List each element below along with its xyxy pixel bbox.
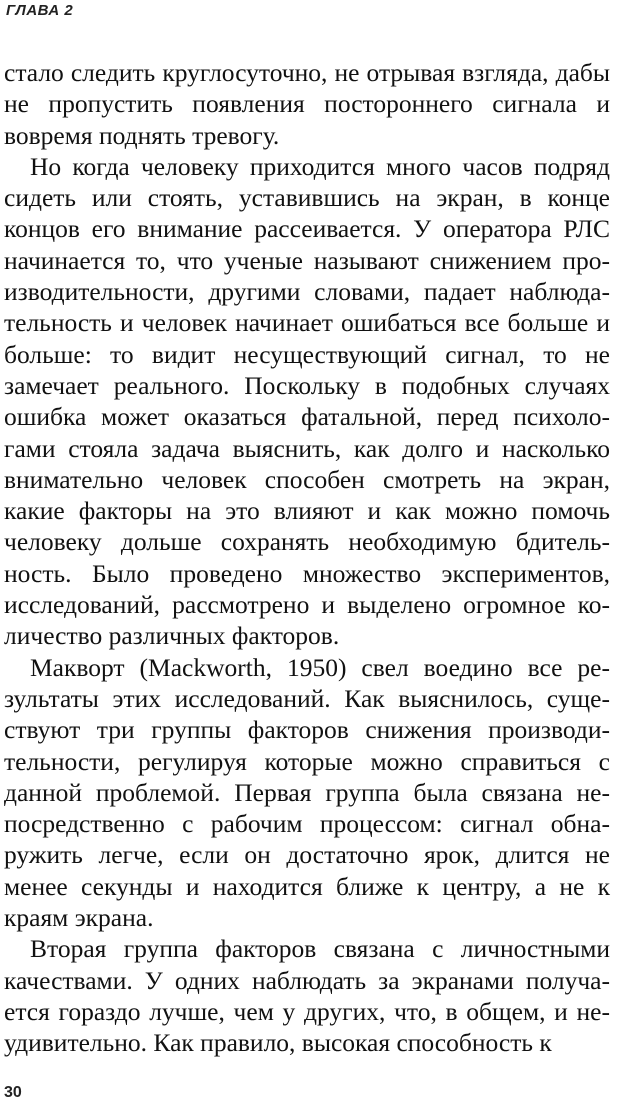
paragraph-2: Но когда человеку приходится много часов подряд сидеть или стоять, уставившись на экран, в конце концов его внимание рассеивается. У оператора РЛС начинается то, что ученые называют снижением производительности, другими словами, падает наблюдательность и человек начинает ошибаться все больше и больше: то видит несуществующий сигнал, то не замечает реального. Поскольку в подобных случаях ошибка может оказаться фатальной, перед психологами стояла задача выяснить, как долго и насколько внимательно человек способен смотреть на экран, какие факторы на это влияют и как можно помочь человеку дольше сохранять необходимую бдительность. Было проведено множество экспериментов, исследований, рассмотрено и выделено огромное количество различных факторов. — [4, 151, 610, 651]
paragraph-3: Макворт (Mackworth, 1950) свел воедино все результаты этих исследований. Как выяснилось, существуют три группы факторов снижения производительности, регулируя которые можно справиться с данной проблемой. Первая группа была связана непосредственно с рабочим процессом: сигнал обнаружить легче, если он достаточно ярок, длится не менее секунды и находится ближе к центру, а не к краям экрана. — [4, 652, 610, 933]
running-head: ГЛАВА 2 — [6, 2, 74, 19]
page-number: 30 — [4, 1084, 22, 1101]
paragraph-1: стало следить круглосуточно, не отрывая взгляда, дабы не пропустить появления постороннего сигнала и вовремя поднять тревогу. — [4, 58, 610, 150]
paragraph-4: Вторая группа факторов связана с личностными качествами. У одних наблюдать за экранами получается гораздо лучше, чем у других, что, в общем, и неудивительно. Как правило, высокая способность к — [4, 934, 610, 1058]
body-text — [4, 57, 610, 1059]
